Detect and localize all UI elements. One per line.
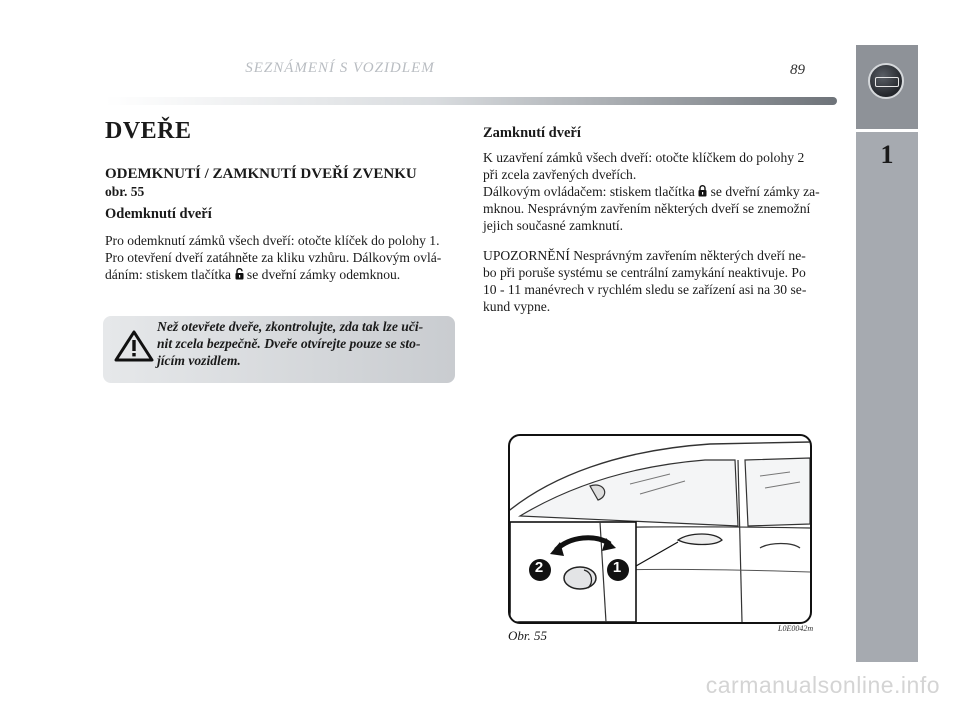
unlock-heading: Odemknutí dveří [105,206,212,222]
lancia-logo-icon [868,63,904,99]
page-number: 89 [790,62,805,78]
unlock-paragraph [105,232,457,283]
marker-2-label: 2 [534,559,544,576]
text-fragment: dáním: stiskem tlačítka [105,267,232,282]
text-line: při zcela zavřených dveřích. [483,167,637,182]
text-line: bo při poruše systému se centrální zamykání neaktivuje. Po [483,265,806,280]
subtitle-line-1: ODEMKNUTÍ / ZAMKNUTÍ DVEŘÍ ZVENKU [105,166,417,182]
text-fragment: Dálkovým ovládačem: stiskem tlačítka [483,184,695,199]
lock-icon [698,185,707,197]
text-line [105,266,457,283]
section-subtitle [105,166,465,200]
chapter-tab [856,45,918,662]
text-fragment: se dveřní zámky odemknou. [246,267,401,282]
text-line: jejich současné zamknutí. [483,218,624,233]
text-line [483,183,838,200]
text-fragment: se dveřní zámky za- [710,184,820,199]
section-title: SEZNÁMENÍ S VOZIDLEM [245,60,435,76]
figure-caption: Obr. 55 [508,628,548,643]
subtitle-line-2: obr. 55 [105,184,145,199]
text-line: jícím vozidlem. [157,353,241,368]
warning-text [157,318,447,369]
note-paragraph [483,247,838,315]
chapter-tab-separator [856,129,918,132]
car-door-illustration [510,436,810,622]
text-line: nit zcela bezpečně. Dveře otvírejte pouze se sto- [157,336,421,351]
text-line: mknou. Nesprávným zavřením některých dveří se znemožní [483,201,811,216]
watermark: carmanualsonline.info [705,672,940,698]
chapter-number: 1 [880,140,894,169]
warning-triangle-icon [114,330,154,362]
text-line: 10 - 11 manévrech v rychlém sledu se zařízení asi na 30 se- [483,282,807,297]
door-figure [508,434,812,624]
text-line: Než otevřete dveře, zkontrolujte, zda tak lze uči- [157,319,424,334]
text-line: UPOZORNĚNÍ Nesprávným zavřením některých dveří ne- [483,248,806,263]
figure-code: L0E0042m [778,624,814,633]
page-title: DVEŘE [105,118,192,144]
text-line: Pro odemknutí zámků všech dveří: otočte klíček do polohy 1. [105,233,440,248]
header-rule [105,97,837,105]
lock-paragraph [483,149,838,234]
unlock-icon [235,268,244,280]
text-line: K uzavření zámků všech dveří: otočte klíčkem do polohy 2 [483,150,805,165]
lock-heading: Zamknutí dveří [483,125,581,141]
marker-1-label: 1 [612,559,622,576]
text-line: Pro otevření dveří zatáhněte za kliku vzhůru. Dálkovým ovlá- [105,250,442,265]
text-line: kund vypne. [483,299,551,314]
